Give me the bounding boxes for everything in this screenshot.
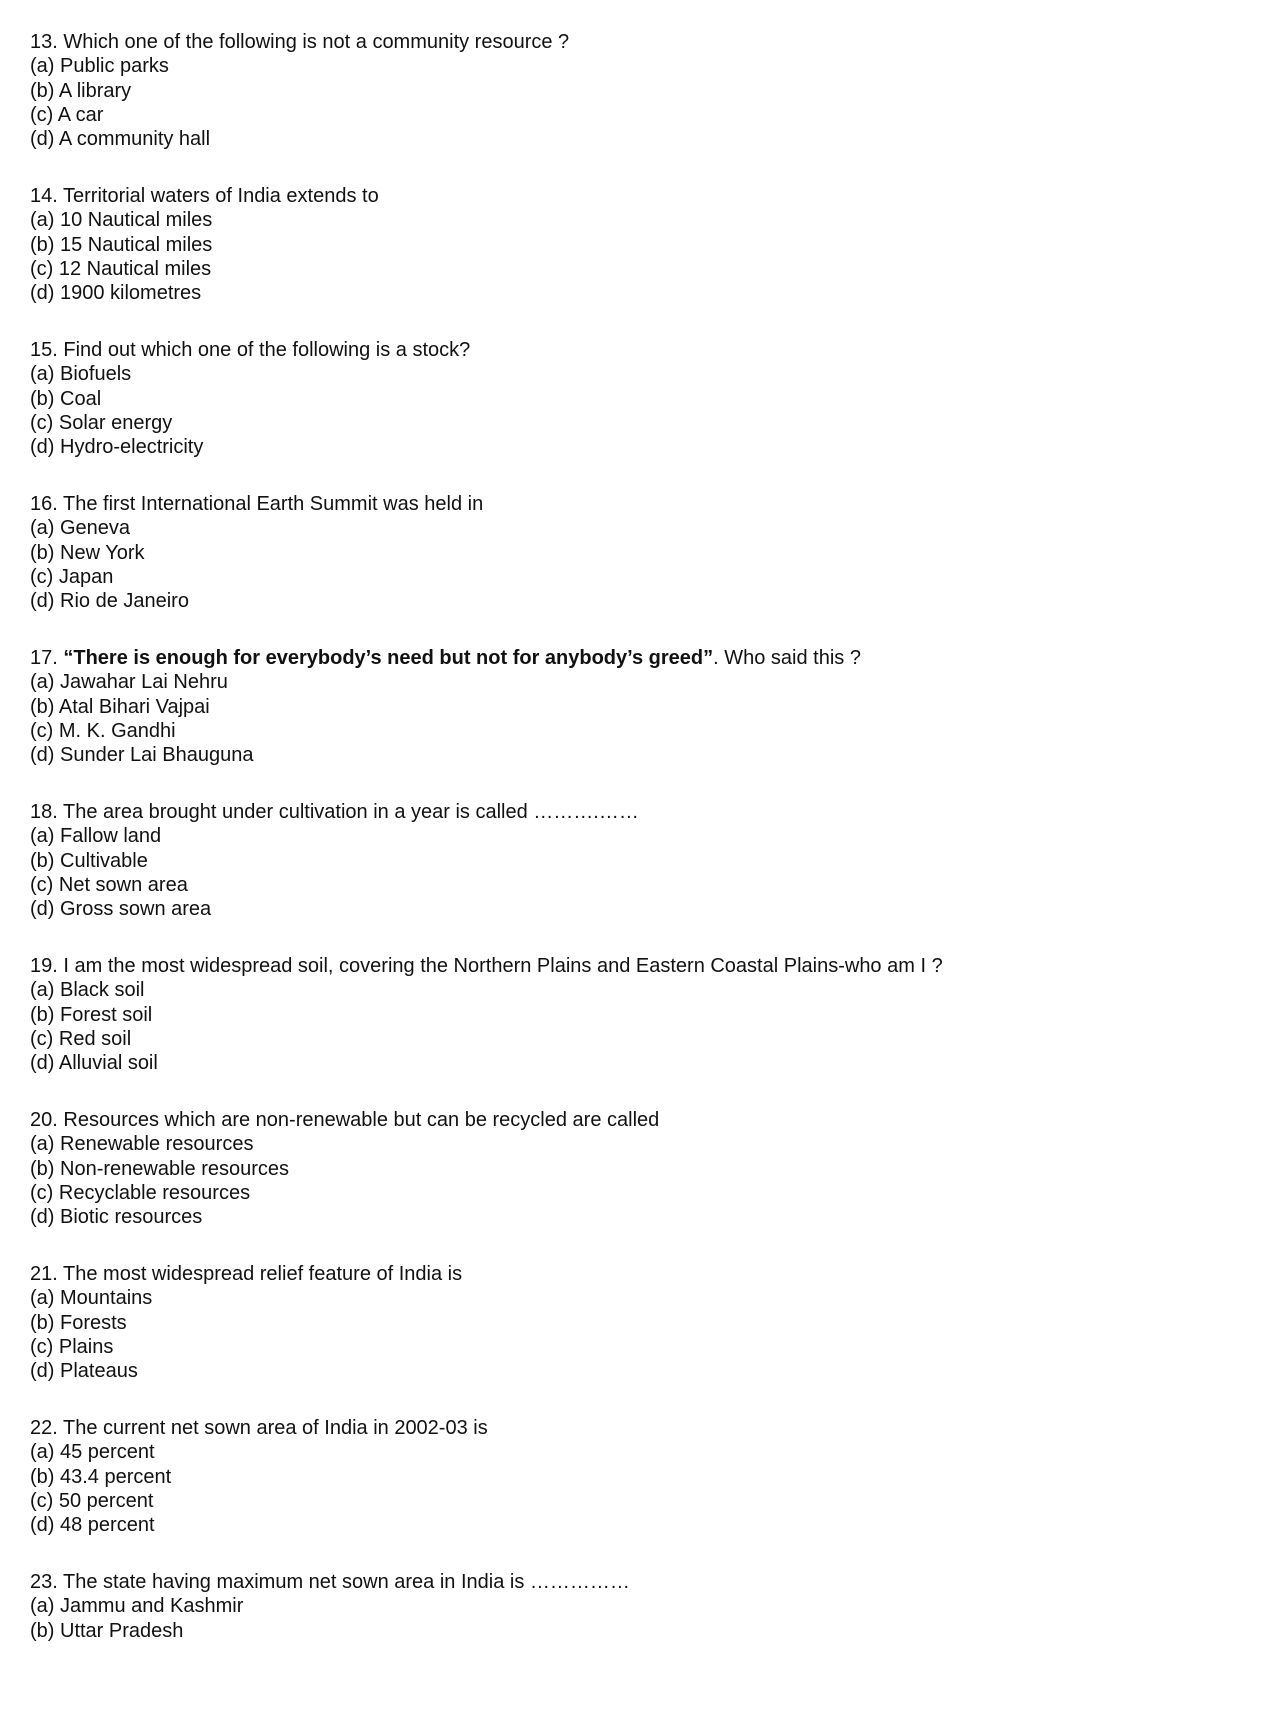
question-text (30, 30, 943, 54)
answer-option: (b) A library (30, 79, 132, 102)
answer-option: (d) 48 percent (30, 1514, 155, 1537)
question-text (30, 954, 943, 978)
answer-option: (a) Renewable resources (30, 1133, 254, 1156)
question-block (30, 1416, 943, 1570)
question-text (30, 184, 943, 208)
answer-option: (b) Coal (30, 387, 102, 410)
answer-option: (b) Atal Bihari Vajpai (30, 695, 210, 718)
question-block (30, 800, 943, 954)
answer-option: (a) Fallow land (30, 825, 162, 848)
question-document (30, 30, 943, 1724)
question-stem: The current net sown area of India in 2002-03 is (63, 1417, 488, 1439)
question-number: 13. (30, 31, 58, 53)
question-stem: The state having maximum net sown area in India is …………… (63, 1571, 630, 1593)
answer-option: (c) A car (30, 103, 104, 126)
answer-option: (a) Biofuels (30, 363, 132, 386)
quote-text: “There is enough for everybody’s need but not for anybody’s greed” (63, 647, 714, 669)
question-text (30, 1108, 943, 1132)
answer-option: (a) 10 Nautical miles (30, 209, 213, 232)
question-number: 22. (30, 1417, 58, 1439)
question-stem: I am the most widespread soil, covering the Northern Plains and Eastern Coastal Plains-who am I ? (63, 955, 943, 977)
question-block (30, 30, 943, 184)
answer-option: (d) Plateaus (30, 1360, 138, 1383)
question-stem: Which one of the following is not a community resource ? (63, 31, 570, 53)
question-number: 20. (30, 1109, 58, 1131)
answer-option: (d) Biotic resources (30, 1206, 203, 1229)
question-text (30, 1416, 943, 1440)
answer-option: (d) Alluvial soil (30, 1052, 158, 1075)
answer-option: (a) Geneva (30, 517, 131, 540)
answer-option: (c) Plains (30, 1335, 114, 1358)
question-number: 15. (30, 339, 58, 361)
question-block (30, 492, 943, 646)
answer-option: (d) A community hall (30, 128, 211, 151)
question-number: 16. (30, 493, 58, 515)
question-block (30, 1108, 943, 1262)
question-text (30, 338, 943, 362)
answer-option: (a) Jawahar Lai Nehru (30, 671, 228, 694)
question-number: 14. (30, 185, 58, 207)
answer-option: (b) Uttar Pradesh (30, 1619, 184, 1642)
question-block (30, 1262, 943, 1416)
answer-option: (b) Forest soil (30, 1003, 153, 1026)
answer-option: (d) Rio de Janeiro (30, 590, 189, 613)
question-block (30, 1570, 943, 1724)
answer-option: (b) Cultivable (30, 849, 148, 872)
answer-option: (a) Public parks (30, 55, 169, 78)
question-block (30, 646, 943, 800)
question-block (30, 338, 943, 492)
question-text (30, 1570, 943, 1594)
answer-option: (c) Net sown area (30, 873, 188, 896)
answer-option: (d) Hydro-electricity (30, 436, 204, 459)
question-number: 21. (30, 1263, 58, 1285)
answer-option: (b) Non-renewable resources (30, 1157, 290, 1180)
answer-option: (a) Black soil (30, 979, 145, 1002)
question-stem: Find out which one of the following is a stock? (63, 339, 471, 361)
answer-option: (a) Mountains (30, 1287, 153, 1310)
answer-option: (c) Red soil (30, 1027, 132, 1050)
answer-option: (b) Forests (30, 1311, 127, 1334)
question-stem: The first International Earth Summit was held in (63, 493, 484, 515)
answer-option: (c) 50 percent (30, 1489, 154, 1512)
question-text (30, 492, 943, 516)
answer-option: (d) Sunder Lai Bhauguna (30, 744, 254, 767)
answer-option: (c) 12 Nautical miles (30, 257, 212, 280)
answer-option: (b) 15 Nautical miles (30, 233, 213, 256)
answer-option: (a) 45 percent (30, 1441, 155, 1464)
answer-option: (b) New York (30, 541, 145, 564)
question-number: 18. (30, 801, 58, 823)
question-stem: Resources which are non-renewable but can be recycled are called (63, 1109, 660, 1131)
question-text (30, 800, 943, 824)
question-block (30, 954, 943, 1108)
question-stem: The most widespread relief feature of India is (63, 1263, 463, 1285)
answer-option: (c) Solar energy (30, 411, 173, 434)
answer-option: (c) M. K. Gandhi (30, 719, 176, 742)
answer-option: (b) 43.4 percent (30, 1465, 172, 1488)
question-stem: . Who said this ? (713, 647, 861, 669)
answer-option: (d) 1900 kilometres (30, 282, 202, 305)
question-block (30, 184, 943, 338)
question-stem: Territorial waters of India extends to (63, 185, 379, 207)
question-stem: The area brought under cultivation in a year is called ……….…… (63, 801, 639, 823)
question-text (30, 1262, 943, 1286)
question-number: 19. (30, 955, 58, 977)
question-number: 23. (30, 1571, 58, 1593)
answer-option: (c) Recyclable resources (30, 1181, 251, 1204)
answer-option: (c) Japan (30, 565, 114, 588)
question-number: 17. (30, 647, 58, 669)
answer-option: (d) Gross sown area (30, 898, 212, 921)
question-text (30, 646, 943, 670)
answer-option: (a) Jammu and Kashmir (30, 1595, 244, 1618)
